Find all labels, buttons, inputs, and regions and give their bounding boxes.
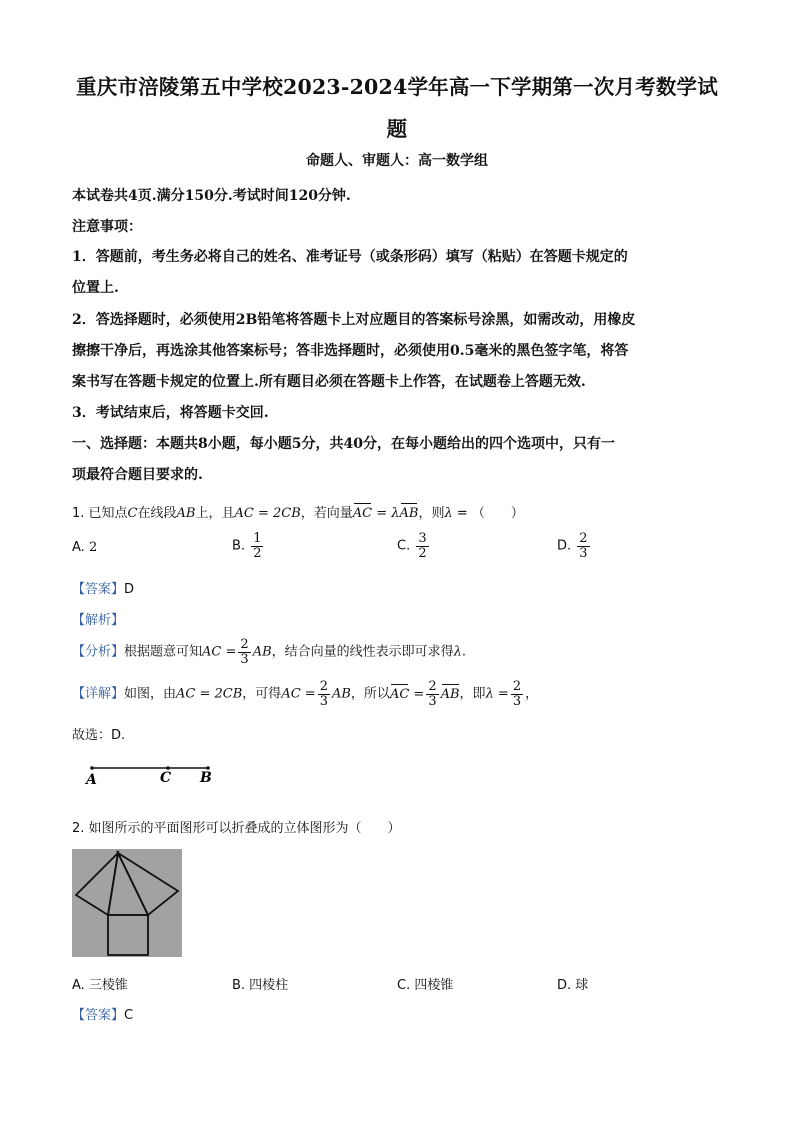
q2-option-a: A. 三棱锥 [72, 978, 128, 993]
segment-diagram [80, 756, 240, 792]
q1-answer: 【答案】D [72, 582, 135, 597]
notice-line: 1．答题前，考生务必将自己的姓名、准考证号（或条形码）填写（粘贴）在答题卡规定的 [72, 249, 628, 265]
q1-fenxi: 【分析】根据题意可知AC = $\frac{2}{3}$ AB，结合向量的线性表示即可求得λ. [72, 637, 467, 667]
label-c: C [160, 770, 172, 786]
q2-answer: 【答案】C [72, 1008, 134, 1023]
q2-option-c: C. 四棱锥 [397, 978, 454, 993]
notice-line: 3．考试结束后，将答题卡交回. [72, 405, 269, 421]
notice-line: 2．答选择题时，必须使用2B铅笔将答题卡上对应题目的答案标号涂黑，如需改动，用橡皮 [72, 312, 636, 328]
exam-authors: 命题人、审题人：高一数学组 [306, 153, 488, 169]
q1-analysis-tag: 【解析】 [72, 613, 125, 628]
exam-title-line1: 重庆市涪陵第五中学校2023-2024学年高一下学期第一次月考数学试 [76, 75, 718, 99]
exam-intro: 本试卷共4页.满分150分.考试时间120分钟. [72, 188, 351, 204]
label-a: A [86, 772, 97, 788]
section-heading-cont: 项最符合题目要求的. [72, 467, 203, 483]
net-figure [72, 849, 182, 957]
q1-option-a: A. 2 [72, 540, 98, 555]
q1-choose: 故选：D. [72, 728, 126, 743]
q2-option-b: B. 四棱柱 [232, 978, 289, 993]
q2-option-d: D. 球 [557, 978, 589, 993]
notice-line: 案书写在答题卡规定的位置上.所有题目必须在答题卡上作答，在试题卷上答题无效. [72, 374, 586, 390]
q1-xiangjie: 【详解】如图，由AC = 2CB，可得AC = $\frac{2}{3}$ AB，所以AC = $\frac{2}{3}$ AB，即λ = $\frac{2}{3}$ ， [72, 679, 539, 709]
notice-heading: 注意事项： [72, 219, 142, 235]
point-a [90, 766, 94, 770]
section-heading: 一、选择题：本题共8小题，每小题5分，共40分，在每小题给出的四个选项中，只有一 [72, 436, 615, 452]
notice-line: 擦擦干净后，再选涂其他答案标号；答非选择题时，必须使用0.5毫米的黑色签字笔，将答 [72, 343, 629, 359]
q2-stem: 2. 如图所示的平面图形可以折叠成的立体图形为（ ） [72, 821, 401, 836]
q1-option-c: C. $\frac{3}{2}$ [397, 531, 427, 561]
q1-option-d: D. $\frac{2}{3}$ [557, 531, 588, 561]
notice-line: 位置上. [72, 280, 119, 296]
q1-option-b: B. $\frac{1}{2}$ [232, 531, 262, 561]
label-b: B [200, 770, 212, 786]
exam-title-line2: 题 [386, 117, 408, 141]
q1-stem: 1. 已知点C在线段AB上，且AC = 2CB，若向量AC = λAB，则λ = （ ） [72, 506, 524, 521]
